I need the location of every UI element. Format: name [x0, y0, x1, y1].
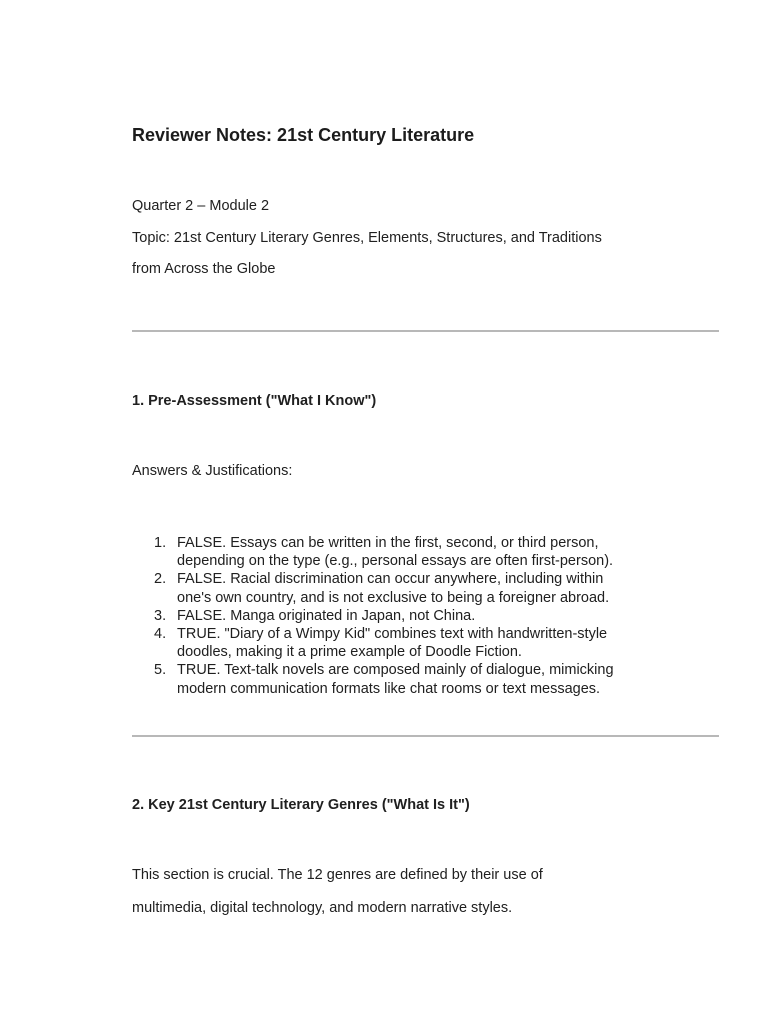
answer-item-4	[132, 625, 692, 661]
answer-text-line: TRUE. Text-talk novels are composed mainly of dialogue, mimicking	[177, 662, 614, 679]
answer-item-3	[132, 607, 692, 625]
answers-subheading: Answers & Justifications:	[132, 463, 293, 479]
section-divider-1	[132, 330, 719, 332]
answer-number: 3.	[154, 607, 167, 624]
section-2-heading: 2. Key 21st Century Literary Genres ("What Is It")	[132, 797, 470, 813]
quarter-module-label: Quarter 2 – Module 2	[132, 198, 270, 214]
answer-text-line: TRUE. "Diary of a Wimpy Kid" combines text with handwritten-style	[177, 626, 608, 643]
answer-number: 5.	[154, 662, 167, 679]
document-title: Reviewer Notes: 21st Century Literature	[132, 125, 475, 145]
section-1-heading: 1. Pre-Assessment ("What I Know")	[132, 393, 377, 409]
answer-number: 4.	[154, 626, 167, 643]
section-2-paragraph-line-1: This section is crucial. The 12 genres are defined by their use of	[132, 867, 543, 883]
answer-text-line: depending on the type (e.g., personal essays are often first-person).	[177, 553, 614, 570]
answer-item-5	[132, 661, 692, 697]
section-divider-2	[132, 735, 719, 737]
answer-text-line: modern communication formats like chat rooms or text messages.	[177, 680, 601, 697]
answer-number: 1.	[154, 535, 167, 551]
answer-item-1	[132, 534, 692, 570]
answer-item-2	[132, 570, 692, 606]
section-2-paragraph-line-2: multimedia, digital technology, and modern narrative styles.	[132, 900, 513, 916]
answer-text-line: FALSE. Racial discrimination can occur anywhere, including within	[177, 571, 604, 588]
answer-text-line: FALSE. Essays can be written in the first, second, or third person,	[177, 535, 599, 551]
answer-number: 2.	[154, 571, 167, 588]
answer-list	[132, 534, 692, 698]
answer-text-line: FALSE. Manga originated in Japan, not China.	[177, 607, 476, 624]
answer-text-line: doodles, making it a prime example of Doodle Fiction.	[177, 644, 522, 661]
topic-line-1: Topic: 21st Century Literary Genres, Elements, Structures, and Traditions	[132, 230, 602, 246]
topic-line-2: from Across the Globe	[132, 261, 276, 277]
answer-text-line: one's own country, and is not exclusive to being a foreigner abroad.	[177, 589, 610, 606]
